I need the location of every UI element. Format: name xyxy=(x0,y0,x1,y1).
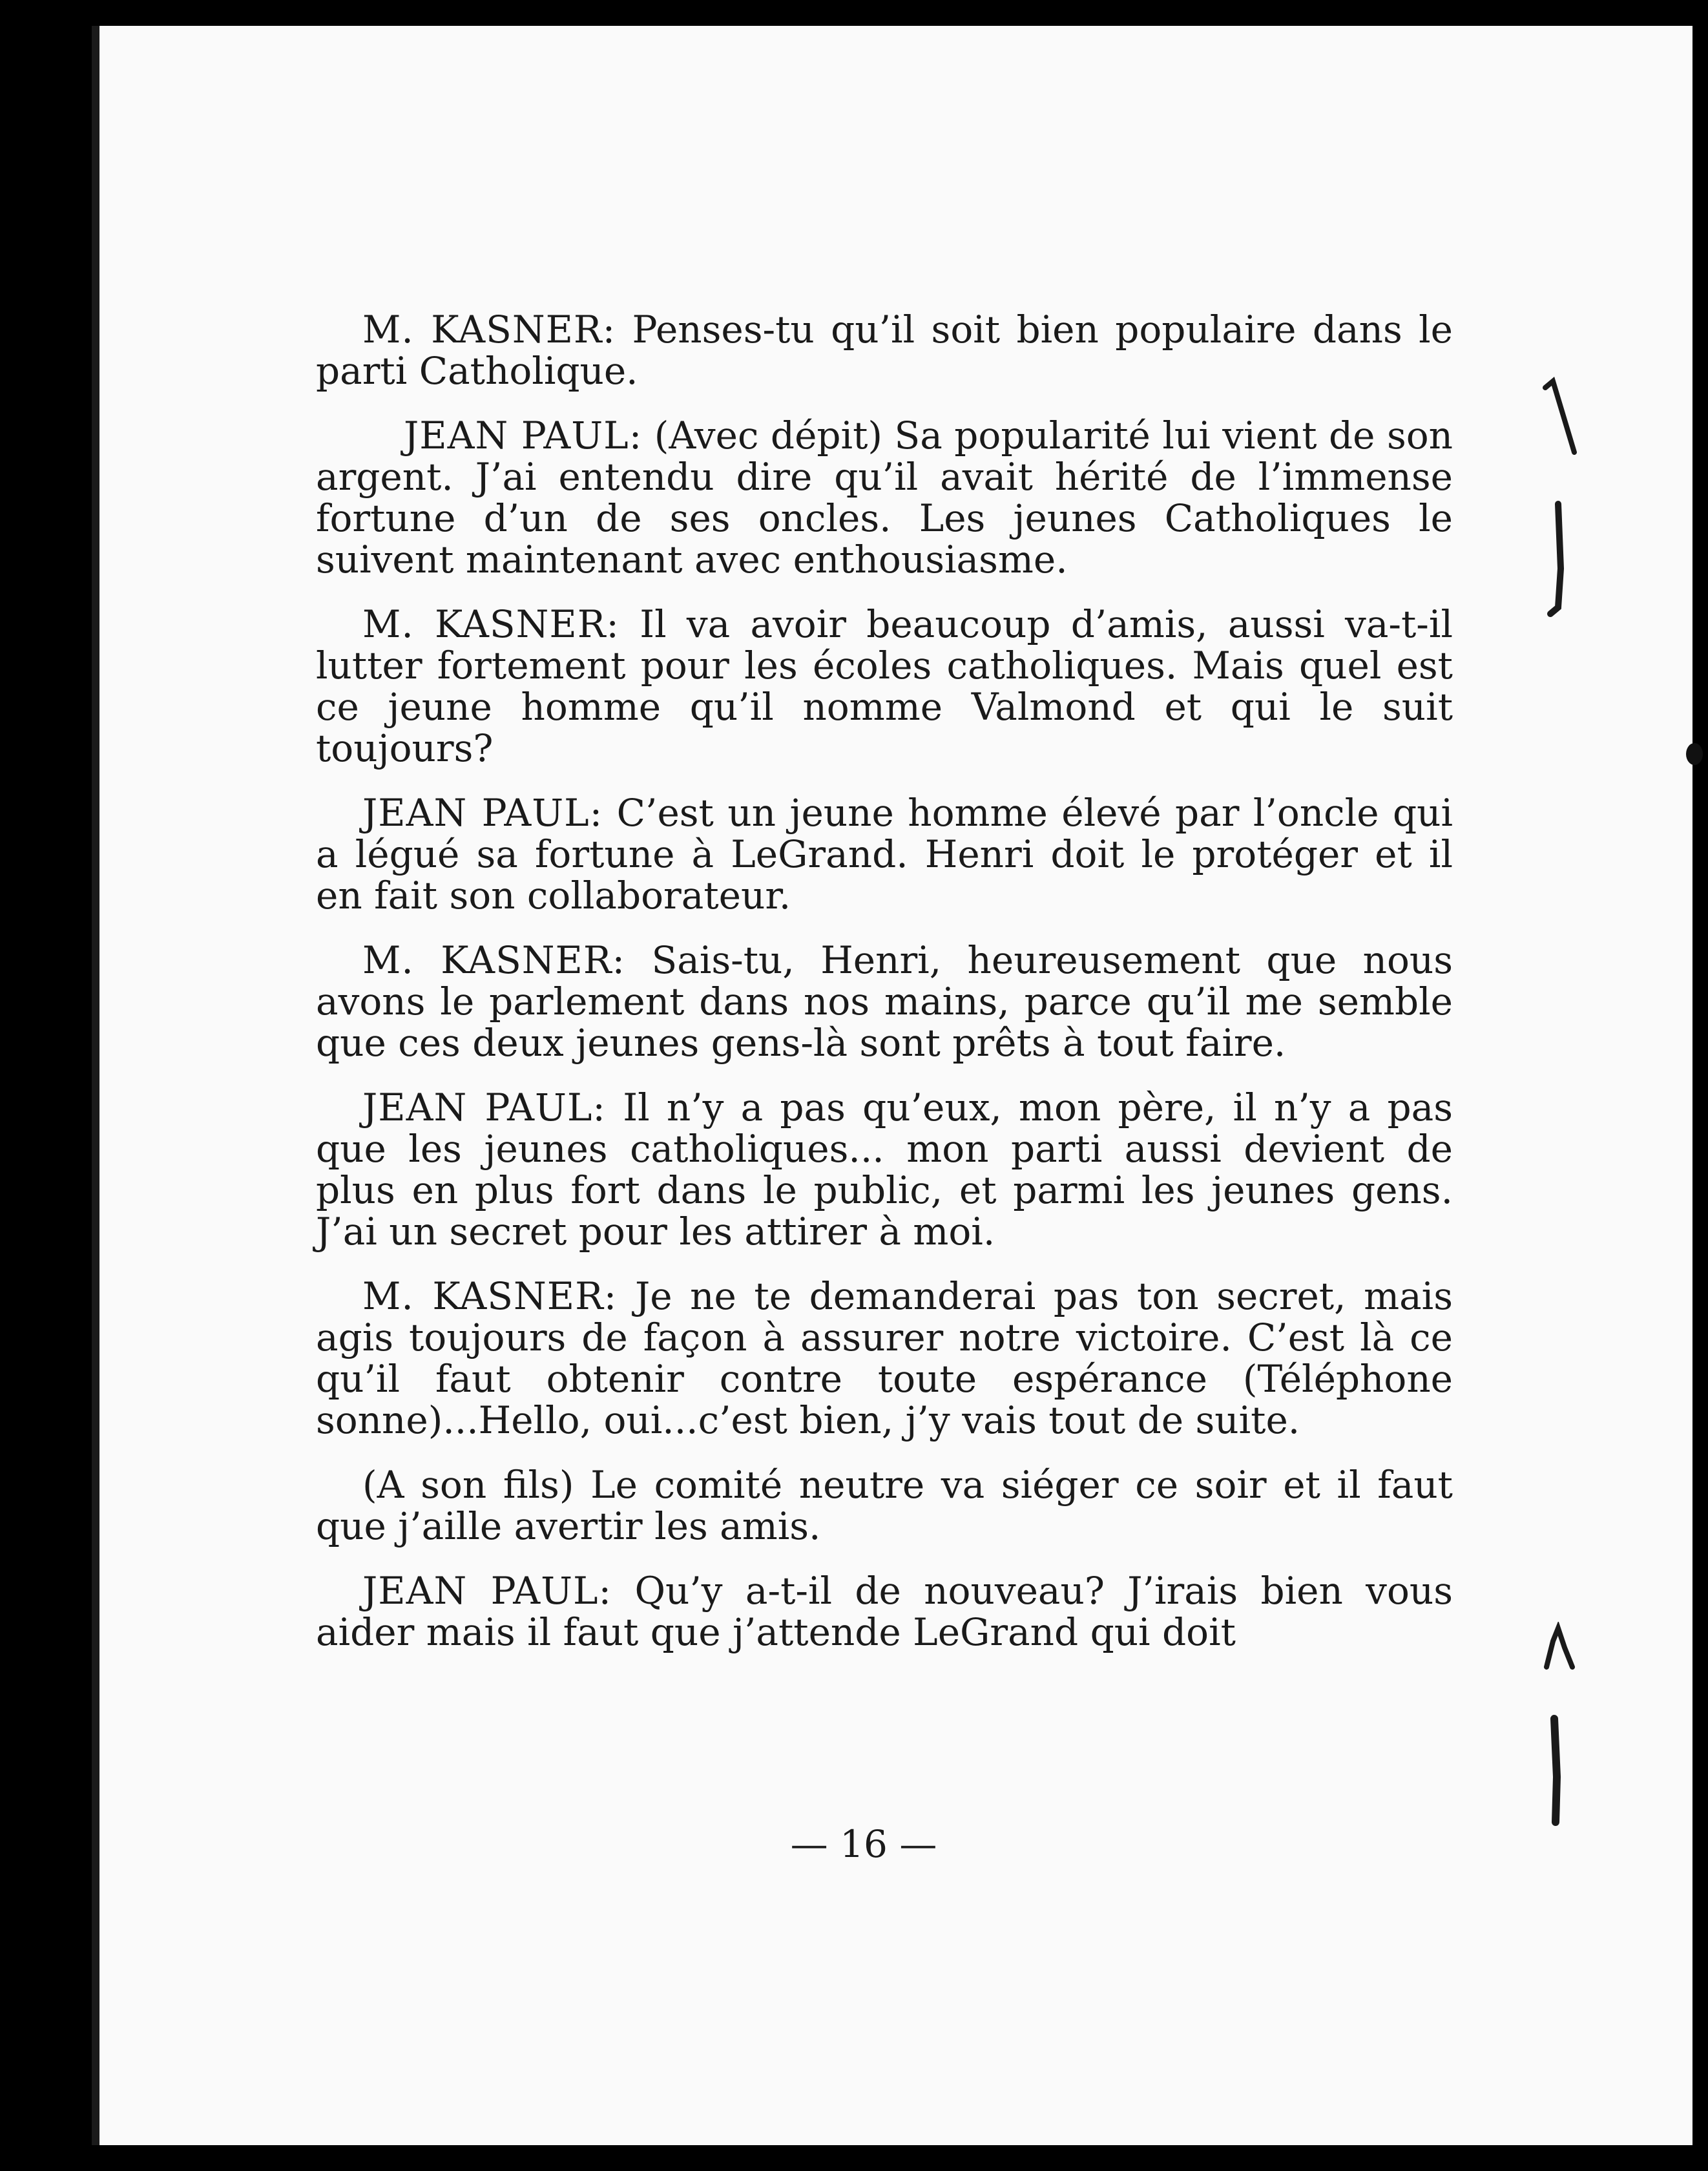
dialogue-line: Je ne te demanderai pas ton secret, mais agis toujours de façon à assurer notre victoire. C’est là ce qu’il faut obtenir contre toute espérance (Téléphone sonne)...Hello, oui...c’est bien, j’y vais tout de suite. xyxy=(316,1274,1453,1442)
page-number: — 16 — xyxy=(790,1822,937,1866)
speaker-name: JEAN PAUL: xyxy=(362,1569,612,1613)
dialogue-paragraph xyxy=(316,309,1453,392)
speaker-name: M. KASNER: xyxy=(362,602,620,646)
dialogue-line: Il va avoir beaucoup d’amis, aussi va-t-il lutter fortement pour les écoles catholiques. Mais quel est ce jeune homme qu’il nomme Valmond et qui le suit toujours? xyxy=(316,602,1453,770)
speaker-name: JEAN PAUL: xyxy=(362,791,603,835)
speaker-name: M. KASNER: xyxy=(362,308,616,351)
book-page xyxy=(92,26,1692,2145)
dialogue-paragraph xyxy=(316,1570,1453,1653)
dialogue-paragraph xyxy=(316,415,1453,580)
speaker-name: JEAN PAUL: xyxy=(404,414,643,457)
dialogue-line: (A son fils) Le comité neutre va siéger ce soir et il faut que j’aille avertir les amis. xyxy=(316,1463,1453,1548)
dialogue-line: Penses-tu qu’il soit bien populaire dans le parti Catholique. xyxy=(316,308,1453,393)
dialogue-paragraph xyxy=(316,939,1453,1064)
dialogue-paragraph xyxy=(316,603,1453,769)
dialogue-paragraph xyxy=(316,1275,1453,1441)
dialogue-paragraph xyxy=(316,792,1453,916)
margin-ink-dot xyxy=(1686,743,1703,765)
dialogue-line: Qu’y a-t-il de nouveau? J’irais bien vous aider mais il faut que j’attende LeGrand qui doit xyxy=(316,1569,1453,1654)
stage-direction-paragraph xyxy=(316,1464,1453,1547)
dialogue-line: Il n’y a pas qu’eux, mon père, il n’y a pas que les jeunes catholiques... mon parti aussi devient de plus en plus fort dans le public, et parmi les jeunes gens. J’ai un secret pour les attirer à moi. xyxy=(316,1086,1453,1253)
dialogue-text xyxy=(316,309,1453,1676)
margin-pencil-mark-top xyxy=(1539,375,1590,627)
speaker-name: M. KASNER: xyxy=(362,938,626,982)
dialogue-line: (Avec dépit) Sa popularité lui vient de son argent. J’ai entendu dire qu’il avait hérité de l’immense fortune d’un de ses oncles. Les jeunes Catholiques le suivent maintenant avec enthousiasme. xyxy=(316,414,1453,582)
dialogue-paragraph xyxy=(316,1087,1453,1252)
speaker-name: JEAN PAUL: xyxy=(362,1086,606,1129)
speaker-name: M. KASNER: xyxy=(362,1274,618,1318)
dialogue-line: C’est un jeune homme élevé par l’oncle qui a légué sa fortune à LeGrand. Henri doit le protéger et il en fait son collaborateur. xyxy=(316,791,1453,918)
margin-pencil-mark-bottom xyxy=(1535,1622,1587,1854)
dialogue-line: Sais-tu, Henri, heureusement que nous avons le parlement dans nos mains, parce qu’il me semble que ces deux jeunes gens-là sont prêts à tout faire. xyxy=(316,938,1453,1065)
